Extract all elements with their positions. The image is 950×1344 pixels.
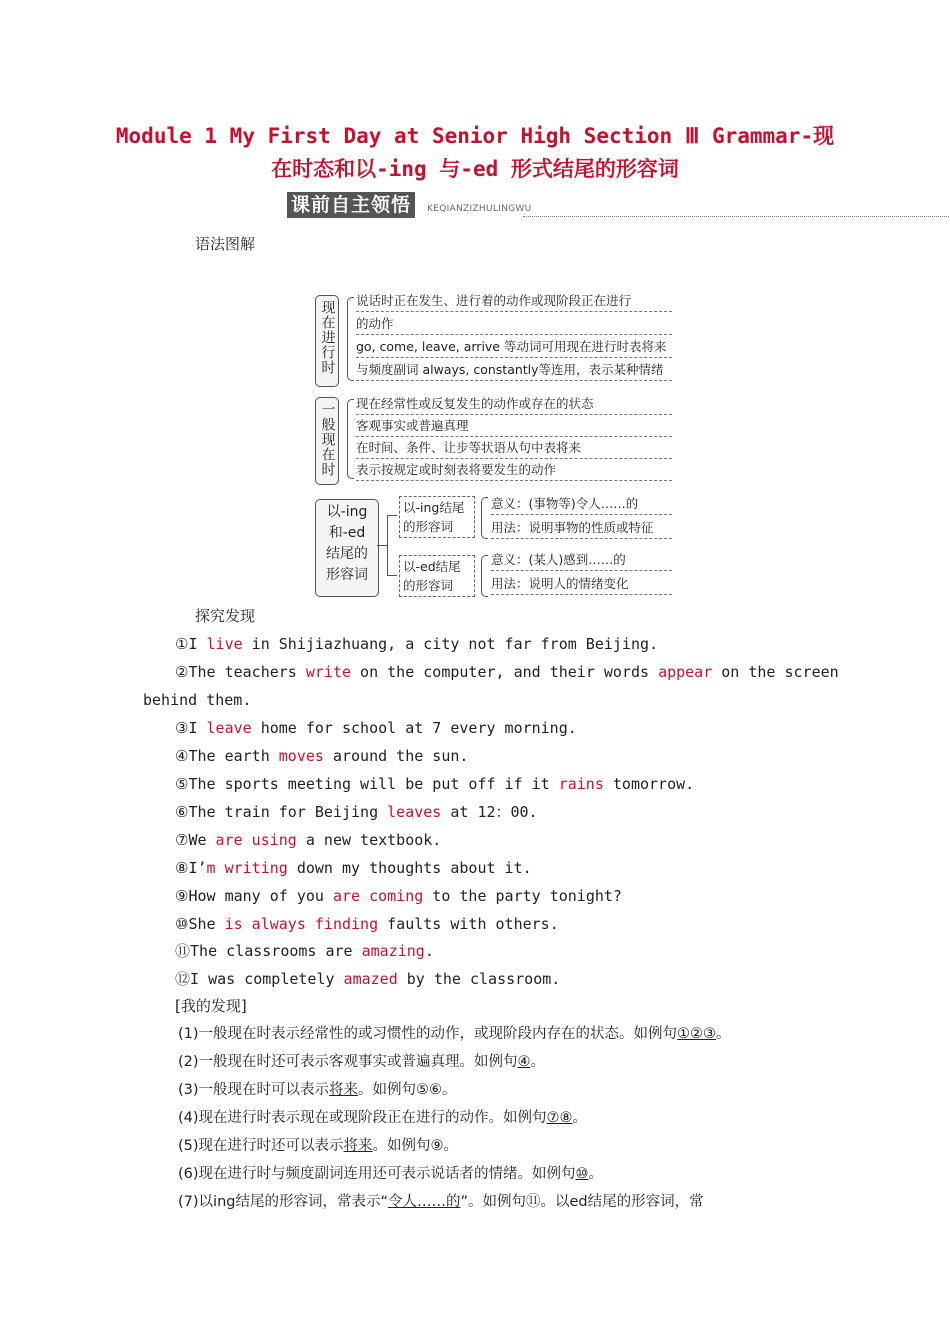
finding-text: 。如例句⑤⑥。: [358, 1082, 457, 1098]
banner-dotted-rule: [523, 216, 950, 217]
explore-heading: 探究发现: [195, 607, 256, 625]
example-sentence: [175, 914, 559, 934]
sentence-text: behind them.: [143, 691, 252, 709]
finding-text: (1)一般现在时表示经常性的或习惯性的动作，或现阶段内存在的状态。如例句: [178, 1026, 678, 1042]
connector: [387, 515, 397, 516]
sentence-text: down my thoughts about it.: [287, 859, 532, 877]
finding-text: ”。如例句⑪。以ed结尾的形容词，常: [460, 1194, 704, 1210]
highlighted-verb: moves: [278, 747, 324, 765]
simple-present-label-text: 一般现在时: [319, 402, 336, 477]
finding-text: 。: [716, 1026, 731, 1042]
finding-text: (6)现在进行时与频度副词连用还可表示说话者的情绪。如例句: [178, 1166, 576, 1182]
sentence-text: The classrooms are: [190, 942, 362, 960]
example-number: ⑪: [175, 942, 191, 960]
sentence-text: I was completely: [190, 970, 344, 988]
highlighted-verb: m writing: [206, 859, 288, 877]
ing-adjective-label: [399, 496, 475, 538]
finding-text: (5)现在进行时还可以表示: [178, 1138, 344, 1154]
ed-usage: 用法：说明人的情绪变化: [491, 573, 672, 595]
sp-line-1: 现在经常性或反复发生的动作或存在的状态: [356, 393, 672, 415]
finding-item: [178, 1164, 603, 1184]
example-sentence: [175, 969, 560, 989]
sentence-text: on the screen: [712, 663, 839, 681]
adjectives-label-line: 以-ing: [326, 504, 368, 520]
finding-text: 。: [530, 1054, 546, 1070]
ing-label-line: 的形容词: [403, 519, 454, 534]
example-sentence: [175, 886, 622, 906]
finding-answer: 将来: [343, 1138, 373, 1154]
example-number: ②: [175, 663, 189, 681]
finding-text: (2)一般现在时还可表示客观事实或普遍真理。如例句: [178, 1054, 518, 1070]
example-number: ①: [175, 635, 189, 653]
example-number: ⑦: [175, 831, 189, 849]
brace: [347, 399, 354, 479]
sentence-text: The sports meeting will be put off if it: [188, 775, 559, 793]
example-sentence: [175, 718, 577, 738]
pc-line-2: 的动作: [356, 313, 672, 335]
findings-header: [我的发现]: [175, 997, 247, 1015]
sentence-text: tomorrow.: [603, 775, 695, 793]
sentence-text: She: [188, 915, 225, 933]
finding-text: (7)以ing结尾的形容词，常表示“: [178, 1194, 388, 1210]
example-sentence: [175, 634, 658, 654]
sentence-text: faults with others.: [378, 915, 559, 933]
highlighted-verb: are coming: [332, 887, 424, 905]
ed-label-line: 以-ed结尾: [403, 559, 461, 574]
document-title: [100, 120, 850, 186]
example-sentence: [143, 690, 251, 710]
example-sentence: [175, 746, 468, 766]
sentence-text: home for school at 7 every morning.: [251, 719, 577, 737]
pc-line-1: 说话时正在发生、进行着的动作或现阶段正在进行: [356, 290, 672, 312]
present-continuous-label: [315, 295, 339, 387]
ed-label-line: 的形容词: [403, 578, 454, 593]
title-line-2: 在时态和以-ing 与-ed 形式结尾的形容词: [271, 157, 679, 181]
highlighted-verb: is always finding: [224, 915, 379, 933]
highlighted-verb: are using: [215, 831, 297, 849]
finding-text: 。: [572, 1110, 588, 1126]
adjectives-label-line: 形容词: [326, 567, 368, 583]
sentence-text: The teachers: [188, 663, 306, 681]
sentence-text: around the sun.: [323, 747, 469, 765]
finding-answer: 将来: [329, 1082, 359, 1098]
highlighted-verb: amazed: [343, 970, 398, 988]
finding-text: 。: [588, 1166, 604, 1182]
finding-answer: ①②③: [677, 1026, 717, 1042]
pc-line-4: 与频度副词 always, constantly等连用，表示某种情绪: [356, 359, 672, 381]
title-line-1: Module 1 My First Day at Senior High Section Ⅲ Grammar-现: [115, 124, 835, 148]
ing-label-line: 以-ing结尾: [403, 500, 465, 515]
highlighted-verb: appear: [658, 663, 713, 681]
adjectives-label-line: 结尾的: [326, 546, 368, 562]
sp-line-3: 在时间、条件、让步等状语从句中表将来: [356, 437, 672, 459]
example-number: ⑫: [175, 970, 191, 988]
adjectives-label: [315, 499, 379, 597]
banner-label: 课前自主领悟: [287, 192, 415, 218]
sentence-text: .: [424, 942, 434, 960]
example-number: ⑩: [175, 915, 189, 933]
example-sentence: [175, 662, 839, 682]
finding-item: [178, 1192, 704, 1212]
finding-item: [178, 1136, 458, 1156]
sentence-text: in Shijiazhuang, a city not far from Beijing.: [242, 635, 659, 653]
section-banner: [287, 192, 672, 222]
ing-usage: 用法：说明事物的性质或特征: [491, 517, 672, 539]
highlighted-verb: write: [305, 663, 352, 681]
example-sentence: [175, 941, 434, 961]
finding-answer: ④: [517, 1054, 531, 1070]
highlighted-verb: leaves: [387, 803, 442, 821]
sentence-text: The train for Beijing: [188, 803, 388, 821]
finding-text: 。如例句⑨。: [372, 1138, 459, 1154]
example-sentence: [175, 858, 532, 878]
pc-line-3: go, come, leave, arrive 等动词可用现在进行时表将来: [356, 336, 672, 358]
example-sentence: [175, 830, 441, 850]
finding-item: [178, 1080, 457, 1100]
sp-line-2: 客观事实或普遍真理: [356, 415, 672, 437]
sentence-text: a new textbook.: [296, 831, 442, 849]
finding-answer: ⑦⑧: [546, 1110, 573, 1126]
finding-answer: 令人……的: [387, 1194, 461, 1210]
finding-item: [178, 1052, 545, 1072]
sentence-text: We: [188, 831, 216, 849]
sentence-text: at 12：00.: [441, 803, 538, 821]
highlighted-verb: rains: [558, 775, 604, 793]
example-sentence: [175, 802, 538, 822]
ed-meaning: 意义：(某人)感到……的: [491, 549, 672, 571]
brace: [481, 497, 488, 539]
connector: [387, 575, 397, 576]
ing-meaning: 意义：(事物等)令人……的: [491, 493, 672, 515]
sentence-text: to the party tonight?: [423, 887, 622, 905]
sentence-text: How many of you: [188, 887, 333, 905]
highlighted-verb: leave: [206, 719, 252, 737]
sentence-text: I’: [188, 859, 207, 877]
present-continuous-label-text: 现在进行时: [319, 300, 336, 375]
finding-item: [178, 1108, 587, 1128]
connector: [387, 515, 388, 575]
highlighted-verb: amazing: [361, 942, 425, 960]
connector: [377, 545, 387, 546]
grammar-diagram: [313, 287, 678, 602]
sentence-text: The earth: [188, 747, 279, 765]
example-number: ④: [175, 747, 189, 765]
brace: [481, 555, 488, 597]
example-number: ⑥: [175, 803, 189, 821]
example-number: ③: [175, 719, 189, 737]
sp-line-4: 表示按规定或时刻表将要发生的动作: [356, 459, 672, 481]
example-number: ⑤: [175, 775, 189, 793]
example-sentence: [175, 774, 694, 794]
finding-text: (3)一般现在时可以表示: [178, 1082, 330, 1098]
simple-present-label: [315, 397, 339, 485]
ed-adjective-label: [399, 555, 475, 597]
sentence-text: on the computer, and their words: [351, 663, 659, 681]
finding-answer: ⑩: [575, 1166, 589, 1182]
finding-item: [178, 1024, 731, 1044]
example-number: ⑨: [175, 887, 189, 905]
sentence-text: by the classroom.: [397, 970, 561, 988]
finding-text: (4)现在进行时表示现在或现阶段正在进行的动作。如例句: [178, 1110, 547, 1126]
brace: [347, 297, 354, 381]
banner-pinyin: KEQIANZIZHULINGWU: [427, 204, 532, 214]
sentence-text: I: [188, 719, 207, 737]
example-number: ⑧: [175, 859, 189, 877]
sentence-text: I: [188, 635, 207, 653]
adjectives-label-line: 和-ed: [328, 525, 366, 541]
highlighted-verb: live: [206, 635, 243, 653]
grammar-diagram-heading: 语法图解: [195, 235, 256, 253]
